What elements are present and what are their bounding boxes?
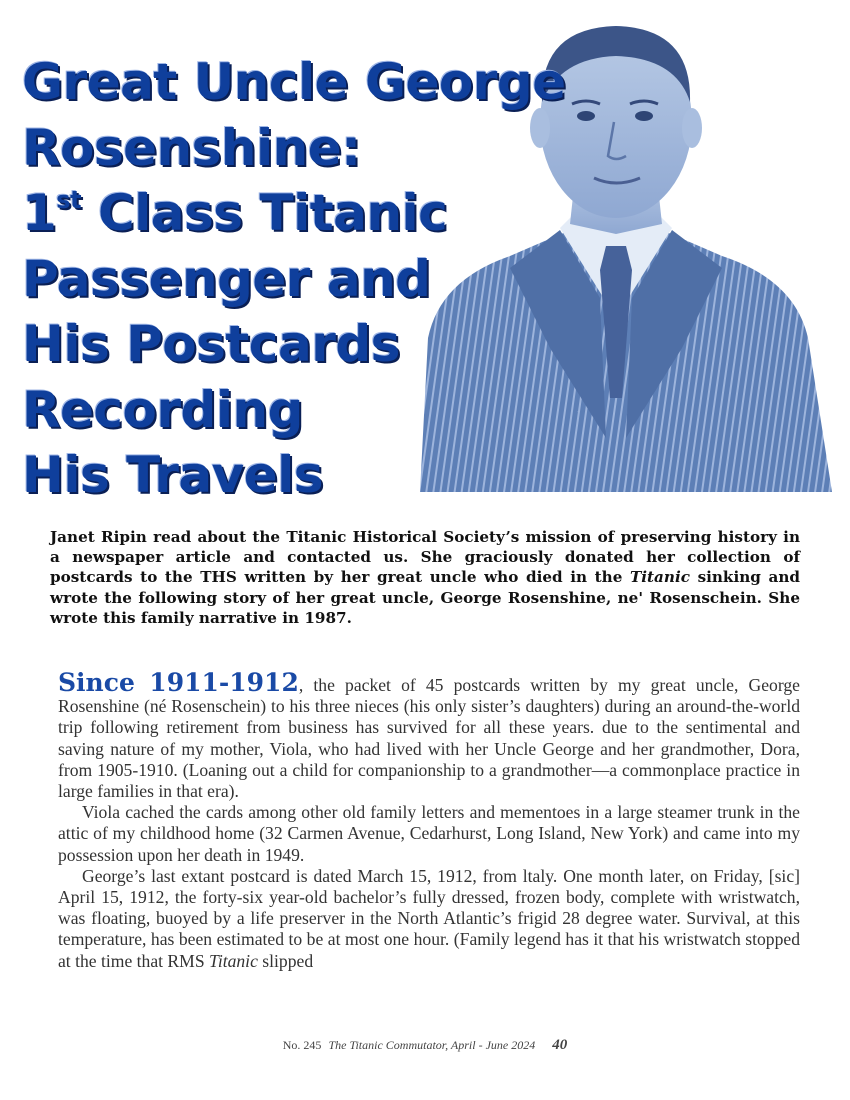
title-line-7: His Travels [22, 446, 324, 504]
intro-text-1: Janet Ripin read about the Titanic Historical Society’s mission of preserving history in a newspaper article and contacted us. She graciously donated her collection of postcards to the THS written by her great uncle who died in the [50, 528, 800, 587]
intro-italic-titanic: Titanic [629, 568, 690, 587]
title-line-5: His Postcards [22, 315, 400, 373]
title-line-3-rest: Class Titanic [81, 184, 448, 242]
title-line-6: Recording [22, 380, 303, 439]
article-title [22, 50, 566, 509]
intro-text-2: sinking and wrote the following story of her great uncle, George Rosenshine, ne' Rosenschein. She wrote this family narrative in 1987. [50, 568, 800, 627]
title-line-1: Great Uncle George [22, 53, 566, 111]
title-line-3 [22, 181, 566, 247]
body-paragraph-2: Viola cached the cards among other old family letters and mementoes in a large steamer trunk in the attic of my childhood home (32 Carmen Avenue, Cedarhurst, Long Island, New York) and came into my possession upon her death in 1949. [58, 802, 800, 865]
issue-number: No. 245 [282, 1038, 322, 1052]
body-paragraph-1-text: , the packet of 45 postcards written by my great uncle, George Rosenshine (né Rosenschein) to his three nieces (his only sister’s daughters) during an around-the-world trip following retirement from business has survived for all these years. due to the sentimental and saving nature of my mother, Viola, who had lived with her Uncle George and her grandmother, Dora, from 1905-1910. (Loaning out a child for companionship to a grandmother—a commonplace practice in large families in that era). [58, 675, 800, 802]
title-ordinal-suffix: st [56, 186, 82, 214]
title-line-4: Passenger and [22, 249, 431, 308]
body-paragraph-3-text-b: slipped [257, 950, 314, 971]
title-line-2: Rosenshine: [22, 118, 361, 177]
body-paragraph-1 [58, 668, 800, 802]
body-paragraph-3 [58, 866, 800, 972]
magazine-name: The Titanic Commutator, April - June 2024 [328, 1038, 536, 1052]
intro-paragraph [50, 527, 800, 628]
page-number: 40 [552, 1037, 568, 1053]
title-ordinal-number: 1 [22, 184, 57, 242]
page-footer [0, 1037, 850, 1054]
lead-in: Since 1911-1912 [58, 668, 299, 697]
article-body [58, 668, 800, 972]
body-italic-titanic: Titanic [209, 950, 258, 971]
body-paragraph-3-text-a: George’s last extant postcard is dated March 15, 1912, from ltaly. One month later, on Friday, [sic] April 15, 1912, the forty-six year-old bachelor’s fully dressed, frozen body, complete with wristwatch, was floating, buoyed by a life preserver in the North Atlantic’s frigid 28 degree water. Survival, at this temperature, has been estimated to be at most one hour. (Family legend has it that his wristwatch stopped at the time that RMS [58, 865, 800, 971]
